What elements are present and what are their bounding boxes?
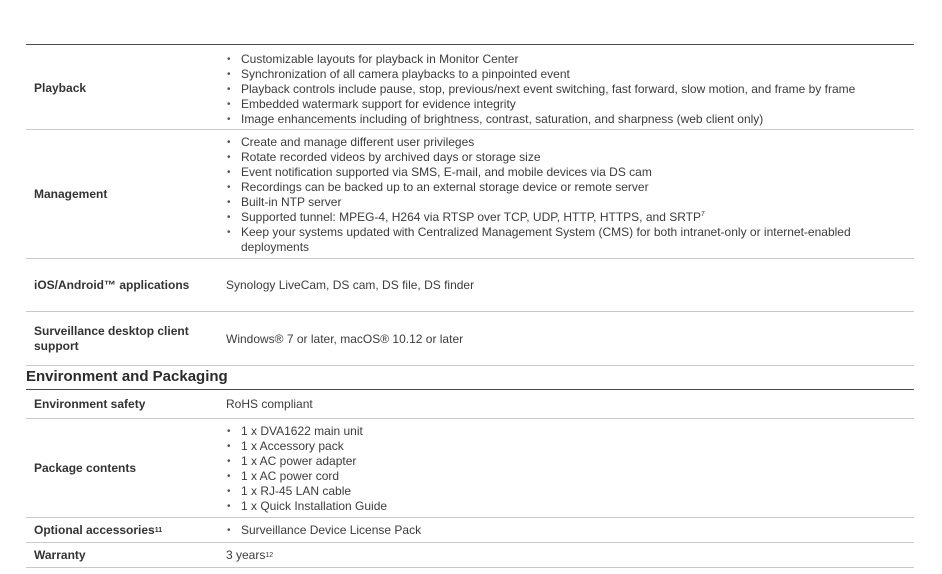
list-item [226,523,421,538]
row-value-text: Synology LiveCam, DS cam, DS file, DS finder [226,278,475,292]
list-item [226,165,906,180]
bullet-icon: • [227,99,231,110]
list-item [226,225,906,255]
bullet-icon: • [227,212,231,223]
spec-row-management [26,130,914,259]
row-value-text: RoHS compliant [226,397,313,411]
list-item-text: Image enhancements including of brightness, contrast, saturation, and sharpness (web client only) [241,112,764,126]
bullet-list [226,424,906,514]
row-label-text: Playback [34,80,87,95]
list-item [226,210,906,225]
bullet-icon: • [227,137,231,148]
list-item-text: 1 x RJ-45 LAN cable [241,484,352,498]
row-label [34,259,214,312]
bullet-icon: • [227,426,231,437]
row-label-text: Package contents [34,461,137,475]
row-value: 3 years 12 [226,548,274,562]
list-item [226,112,906,127]
spec-row-playback [26,46,914,130]
row-label-text: Environment safety [34,397,146,411]
list-item [226,67,906,82]
row-value [226,390,906,419]
list-item-text: 1 x Quick Installation Guide [241,499,388,513]
bullet-list [226,52,906,127]
spec-row-environment-safety [26,390,914,419]
spec-row-optional-accessories [26,518,914,543]
list-item-text: 1 x AC power cord [241,469,340,483]
list-item [226,135,906,150]
row-label [34,312,204,366]
bullet-icon: • [227,84,231,95]
row-label-text: Management [34,187,108,201]
bullet-icon: • [227,227,231,238]
bullet-icon: • [227,69,231,80]
spec-row-package-contents [26,419,914,518]
list-item-text: 1 x AC power adapter [241,454,357,468]
list-item-text: Surveillance Device License Pack [241,523,422,537]
bullet-list [226,523,421,538]
list-item-text: Keep your systems updated with Centralized Management System (CMS) for both intranet-only or internet-enabled deployments [241,225,851,254]
row-label [34,419,214,518]
bullet-icon: • [227,152,231,163]
list-item-text: Customizable layouts for playback in Monitor Center [241,52,519,66]
spec-row-mobile-apps [26,259,914,312]
list-item-text: Playback controls include pause, stop, previous/next event switching, fast forward, slow motion, and frame by frame [241,82,856,96]
bullet-icon: • [227,501,231,512]
list-item [226,454,906,469]
list-item-text: Rotate recorded videos by archived days or storage size [241,150,541,164]
bullet-icon: • [227,114,231,125]
footnote-ref: 7 [700,211,705,218]
list-item-text: Supported tunnel: MPEG-4, H264 via RTSP over TCP, UDP, HTTP, HTTPS, and SRTP [241,210,701,224]
row-label-text: Warranty [34,548,86,562]
bullet-icon: • [227,182,231,193]
row-value [226,424,906,514]
bullet-icon: • [227,471,231,482]
list-item [226,97,906,112]
bullet-icon: • [227,167,231,178]
row-value [226,52,906,127]
bullet-icon: • [227,486,231,497]
list-item-text: Event notification supported via SMS, E-mail, and mobile devices via DS cam [241,165,652,179]
spec-row-desktop-client [26,312,914,366]
list-item [226,195,906,210]
row-value [226,259,906,312]
row-label-text: Optional accessories [34,523,155,537]
list-item-text: Create and manage different user privileges [241,135,475,149]
row-label: Optional accessories 11 [34,523,163,537]
row-value [226,518,906,543]
row-label [34,46,214,130]
table-top-rule [26,44,914,45]
list-item [226,180,906,195]
bullet-icon: • [227,456,231,467]
row-value-text: 3 years [226,548,266,562]
row-label-text: Surveillance desktop client support [34,324,189,353]
spec-row-warranty [26,543,914,568]
bullet-icon: • [227,54,231,65]
list-item [226,439,906,454]
list-item [226,52,906,67]
list-item [226,150,906,165]
row-label [34,130,214,259]
row-value-text: Windows® 7 or later, macOS® 10.12 or later [226,331,464,346]
row-label [34,390,214,419]
row-label-text: iOS/Android™ applications [34,278,190,292]
list-item-text: Built-in NTP server [241,195,342,209]
list-item [226,499,906,514]
list-item [226,469,906,484]
bullet-icon: • [227,441,231,452]
section-title: Environment and Packaging [26,366,914,390]
list-item [226,484,906,499]
bullet-list [226,135,906,255]
bullet-icon: • [227,197,231,208]
list-item-text: Embedded watermark support for evidence integrity [241,97,516,111]
list-item [226,82,906,97]
list-item [226,424,906,439]
row-value [226,135,906,255]
list-item-text: Recordings can be backed up to an external storage device or remote server [241,180,649,194]
bullet-icon: • [227,525,231,536]
list-item-text: 1 x Accessory pack [241,439,344,453]
row-label [34,543,214,568]
list-item-text: Synchronization of all camera playbacks to a pinpointed event [241,67,570,81]
list-item-text: 1 x DVA1622 main unit [241,424,363,438]
row-value [226,312,906,366]
